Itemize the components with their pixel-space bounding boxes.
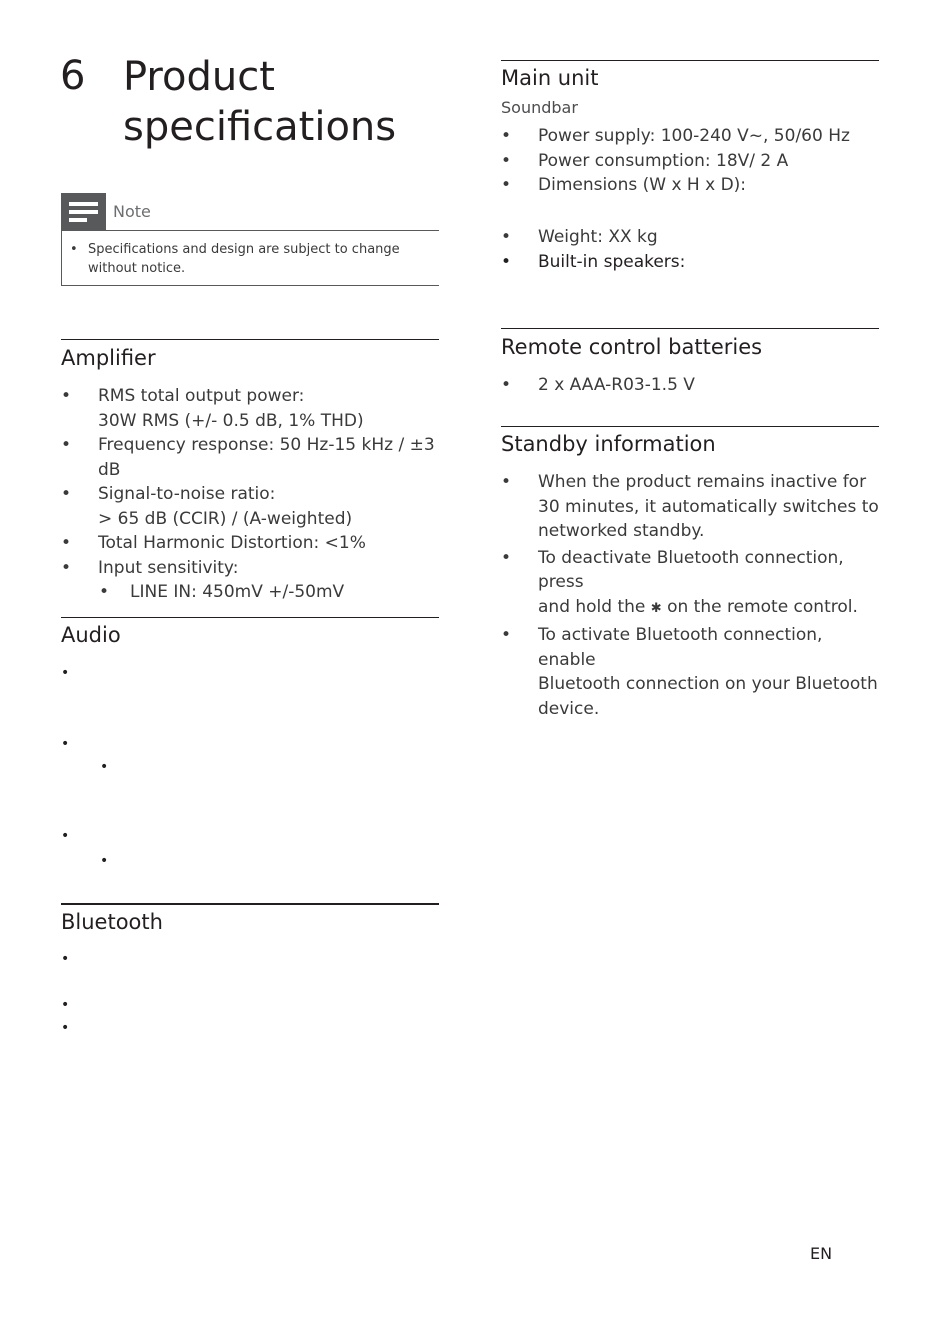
main-unit-item — [501, 250, 881, 275]
amplifier-item — [61, 384, 441, 433]
amplifier-heading: Amplifier — [61, 346, 156, 370]
standby-item — [501, 546, 881, 622]
chapter-title-line-2: specifications — [123, 104, 397, 150]
main-unit-item-text: Built-in speakers: — [538, 251, 686, 272]
standby-item-line: When the product remains inactive for — [538, 472, 867, 492]
bullet: • — [61, 557, 72, 578]
standby-item-line: networked standby. — [538, 521, 705, 541]
note-icon — [61, 193, 106, 231]
amplifier-list — [61, 384, 441, 605]
standby-heading: Standby information — [501, 432, 716, 456]
standby-item-text: and hold the — [538, 596, 651, 617]
chapter-title-line-1: Product — [123, 54, 275, 100]
standby-rule — [501, 426, 879, 427]
audio-bullet: • — [61, 828, 70, 844]
main-unit-rule — [501, 60, 879, 61]
bullet: • — [61, 533, 72, 553]
standby-item-line: device. — [538, 698, 600, 719]
note-left-border — [61, 231, 62, 286]
bullet: • — [501, 227, 512, 247]
amplifier-rule — [61, 339, 439, 340]
standby-item-text: on the remote control. — [661, 596, 858, 617]
standby-list — [501, 470, 881, 721]
main-unit-item-text: Power consumption: 18V/ 2 A — [538, 150, 789, 171]
amplifier-item-line: Frequency response: 50 Hz-15 kHz / ±3 dB — [98, 435, 435, 480]
main-unit-item-text: Weight: XX kg — [538, 227, 658, 247]
note-bottom-rule — [61, 285, 439, 286]
main-unit-item — [501, 173, 881, 198]
amplifier-item — [61, 433, 441, 482]
amplifier-item — [61, 531, 441, 556]
bluetooth-bullet: • — [61, 951, 70, 967]
main-unit-list — [501, 124, 881, 198]
main-unit-item — [501, 225, 881, 250]
standby-item-line: To deactivate Bluetooth connection, press — [538, 547, 844, 592]
bluetooth-rule — [61, 903, 439, 905]
note-icon-bar — [69, 202, 98, 206]
bluetooth-heading: Bluetooth — [61, 910, 163, 934]
main-unit-item-text: Dimensions (W x H x D): — [538, 175, 747, 195]
note-icon-bar — [69, 218, 87, 222]
standby-item — [501, 470, 881, 544]
standby-item-line: 30 minutes, it automatically switches to — [538, 496, 879, 517]
bullet: • — [61, 435, 72, 455]
chapter-title — [123, 52, 396, 152]
amplifier-item-line: RMS total output power: — [98, 386, 305, 406]
chapter-number: 6 — [60, 53, 86, 99]
remote-list — [501, 373, 881, 398]
note-icon-bar — [69, 210, 98, 214]
audio-heading: Audio — [61, 623, 121, 647]
bullet: • — [501, 547, 512, 568]
standby-item-line: Bluetooth connection on your Bluetooth — [538, 674, 878, 694]
bullet: • — [99, 582, 110, 602]
audio-bullet: • — [61, 665, 70, 681]
note-bullet: • — [70, 242, 78, 257]
audio-rule — [61, 617, 439, 618]
bluetooth-bullet: • — [61, 1020, 70, 1036]
bullet: • — [61, 386, 72, 406]
note-item — [70, 240, 432, 278]
amplifier-item-line: Signal-to-noise ratio: — [98, 484, 276, 504]
bullet: • — [501, 126, 512, 146]
bullet: • — [501, 375, 512, 395]
amplifier-item — [61, 482, 441, 531]
main-unit-heading: Main unit — [501, 66, 599, 90]
note-label: Note — [113, 202, 151, 221]
note-top-rule — [106, 230, 439, 231]
amplifier-item — [61, 556, 441, 581]
footer-language: EN — [810, 1244, 833, 1263]
audio-sub-bullet: • — [100, 759, 109, 775]
main-unit-subheading: Soundbar — [501, 98, 578, 117]
standby-item — [501, 623, 881, 721]
standby-item-line: To activate Bluetooth connection, enable — [538, 625, 823, 670]
amplifier-item-line: 30W RMS (+/- 0.5 dB, 1% THD) — [98, 410, 364, 431]
remote-rule — [501, 328, 879, 329]
remote-item-text: 2 x AAA-R03-1.5 V — [538, 375, 695, 395]
bluetooth-bullet: • — [61, 997, 70, 1013]
amplifier-item-line: Total Harmonic Distortion: <1% — [98, 533, 366, 553]
bullet: • — [501, 625, 512, 645]
remote-heading: Remote control batteries — [501, 335, 763, 359]
amplifier-item-line: Input sensitivity: — [98, 557, 239, 578]
amplifier-item-line: > 65 dB (CCIR) / (A-weighted) — [98, 508, 353, 529]
remote-item — [501, 373, 881, 398]
audio-sub-bullet: • — [100, 853, 109, 869]
note-text: Specifications and design are subject to change without notice. — [88, 242, 400, 276]
bullet: • — [501, 175, 512, 195]
bluetooth-icon: ✱ — [650, 600, 662, 616]
standby-item-line — [538, 595, 881, 622]
bullet: • — [501, 251, 512, 272]
bullet: • — [61, 484, 72, 504]
main-unit-item-text: Power supply: 100-240 V~, 50/60 Hz — [538, 126, 850, 146]
main-unit-list-cont — [501, 225, 881, 274]
audio-bullet: • — [61, 736, 70, 752]
amplifier-subitem-text: LINE IN: 450mV +/-50mV — [130, 582, 345, 602]
main-unit-item — [501, 149, 881, 174]
main-unit-item — [501, 124, 881, 149]
amplifier-subitem — [61, 580, 441, 605]
bullet: • — [501, 472, 512, 492]
bullet: • — [501, 150, 512, 171]
